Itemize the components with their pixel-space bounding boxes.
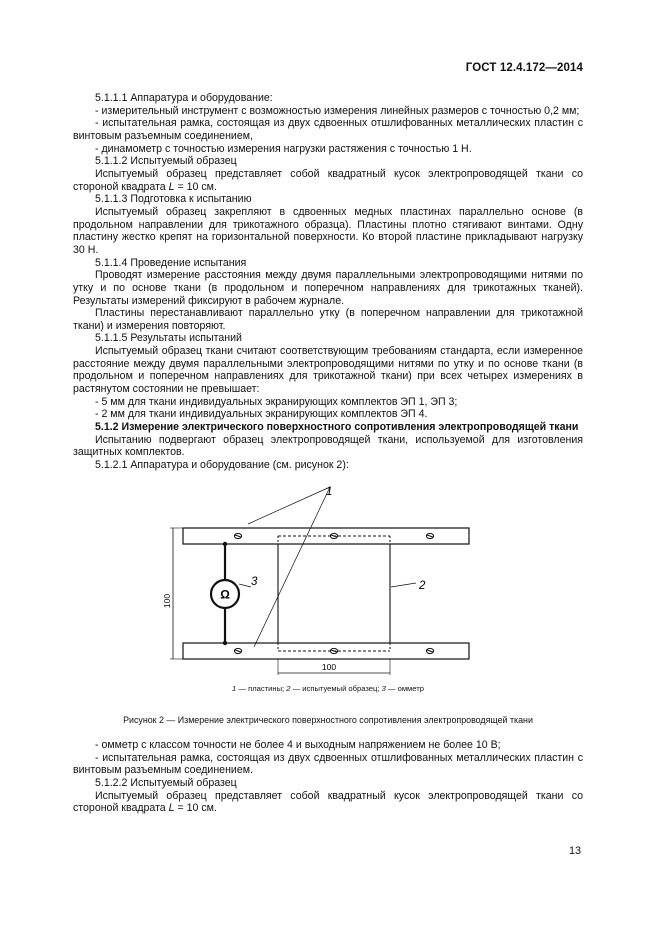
paragraph: Испытуемый образец ткани считают соответствующим требованиям стандарта, если измеренное расстояние между двумя параллельными электропроводящими нитями по утку и по основе ткани (в продольном и поперечном направлениях для трикотажной ткани) при всех четырех измерениях в растянутом состоянии не превышает: xyxy=(73,345,583,396)
paragraph: - измерительный инструмент с возможностью измерения линейных размеров с точностью 0,2 мм; xyxy=(95,104,580,117)
sample-variable: L xyxy=(168,180,175,193)
wire-contact-bottom xyxy=(223,640,227,644)
paragraph: 5.1.1.1 Аппаратура и оборудование: xyxy=(95,92,273,104)
paragraph: 5.1.2.2 Испытуемый образец xyxy=(95,776,237,789)
paragraph: - испытательная рамка, состоящая из двух сдвоенных отшлифованных металлических пластин с винтовым разъемным соединением. xyxy=(73,751,583,777)
paragraph: Проводят измерение расстояния между двумя параллельными электропроводящими нитями по утку и по основе ткани (в продольном и поперечном направлениях для трикотажных тканей). Результаты измерений фиксируют в рабочем журнале. xyxy=(73,269,583,307)
paragraph: 5.1.1.3 Подготовка к испытанию xyxy=(95,193,252,206)
paragraph: Испытуемый образец закрепляют в сдвоенных медных пластинах параллельно основе (в продольном направлении для трикотажного образца). Пластины плотно стягивают винтами. Одну пластину жестко крепят на горизонтальной поверхности. Ко второй пластине прикладывают нагрузку 30 Н. xyxy=(73,205,583,256)
paragraph: - омметр с классом точности не более 4 и выходным напряжением не более 10 В; xyxy=(95,739,501,751)
paragraph: Пластины перестанавливают параллельно утку (в поперечном направлении для трикотажной ткани) и измерения повторяют. xyxy=(73,307,583,332)
sample-variable: L xyxy=(168,802,175,815)
dim-horizontal-label: 100 xyxy=(321,661,337,672)
figure-caption: Рисунок 2 — Измерение электрического поверхностного сопротивления электропроводящей ткани xyxy=(123,715,533,726)
paragraph xyxy=(73,790,583,815)
callout-1: 1 xyxy=(326,485,333,498)
figure-legend xyxy=(73,683,583,696)
ohm-symbol: Ω xyxy=(220,587,230,602)
document-body xyxy=(73,92,583,815)
legend-text: — пластины; xyxy=(236,683,287,693)
legend-text: — омметр xyxy=(385,683,424,693)
callout-3: 3 xyxy=(251,575,258,588)
paragraph: - 2 мм для ткани индивидуальных экранирующих комплектов ЭП 4. xyxy=(95,408,428,421)
paragraph: - динамометр с точностью измерения нагрузки растяжения с точностью 1 Н. xyxy=(95,142,472,155)
paragraph: 5.1.1.4 Проведение испытания xyxy=(95,256,247,269)
paragraph: 5.1.2.1 Аппаратура и оборудование (см. рисунок 2): xyxy=(95,459,349,472)
leader-1b xyxy=(254,485,333,647)
legend-number: 2 xyxy=(286,683,291,693)
figure-2-diagram xyxy=(73,480,583,675)
sample-text-suffix: = 10 см. xyxy=(174,802,217,815)
dim-vertical-label: 100 xyxy=(162,593,172,608)
legend-text: — испытуемый образец; xyxy=(290,683,382,693)
sample-text-suffix: = 10 см. xyxy=(174,180,217,193)
paragraph: Испытанию подвергают образец электропроводящей ткани, используемой для изготовления защитных комплектов. xyxy=(73,433,583,459)
leader-3 xyxy=(239,584,251,587)
leader-2 xyxy=(391,583,416,587)
test-frame-diagram xyxy=(73,480,583,675)
paragraph xyxy=(73,168,583,193)
callout-2: 2 xyxy=(419,579,426,592)
screw-icon xyxy=(234,533,433,653)
legend-number: 3 xyxy=(381,683,386,693)
paragraph: 5.1.1.2 Испытуемый образец xyxy=(95,155,237,168)
leader-1a xyxy=(248,485,333,524)
document-header: ГОСТ 12.4.172—2014 xyxy=(465,62,583,74)
legend-number: 1 xyxy=(232,683,237,693)
sample-text-prefix: Испытуемый образец представляет собой квадратный кусок электропроводящей ткани со стороной квадрата xyxy=(73,789,583,815)
paragraph: 5.1.1.5 Результаты испытаний xyxy=(95,332,242,345)
page-number: 13 xyxy=(568,845,581,857)
paragraph: - 5 мм для ткани индивидуальных экранирующих комплектов ЭП 1, ЭП 3; xyxy=(95,395,458,408)
sample-text-prefix: Испытуемый образец представляет собой квадратный кусок электропроводящей ткани со стороной квадрата xyxy=(73,167,583,193)
section-heading: 5.1.2 Измерение электрического поверхностного сопротивления электропроводящей ткани xyxy=(95,421,579,434)
paragraph: - испытательная рамка, состоящая из двух сдвоенных отшлифованных металлических пластин с винтовым разъемным соединением, xyxy=(73,117,583,142)
wire-contact-top xyxy=(223,541,227,545)
